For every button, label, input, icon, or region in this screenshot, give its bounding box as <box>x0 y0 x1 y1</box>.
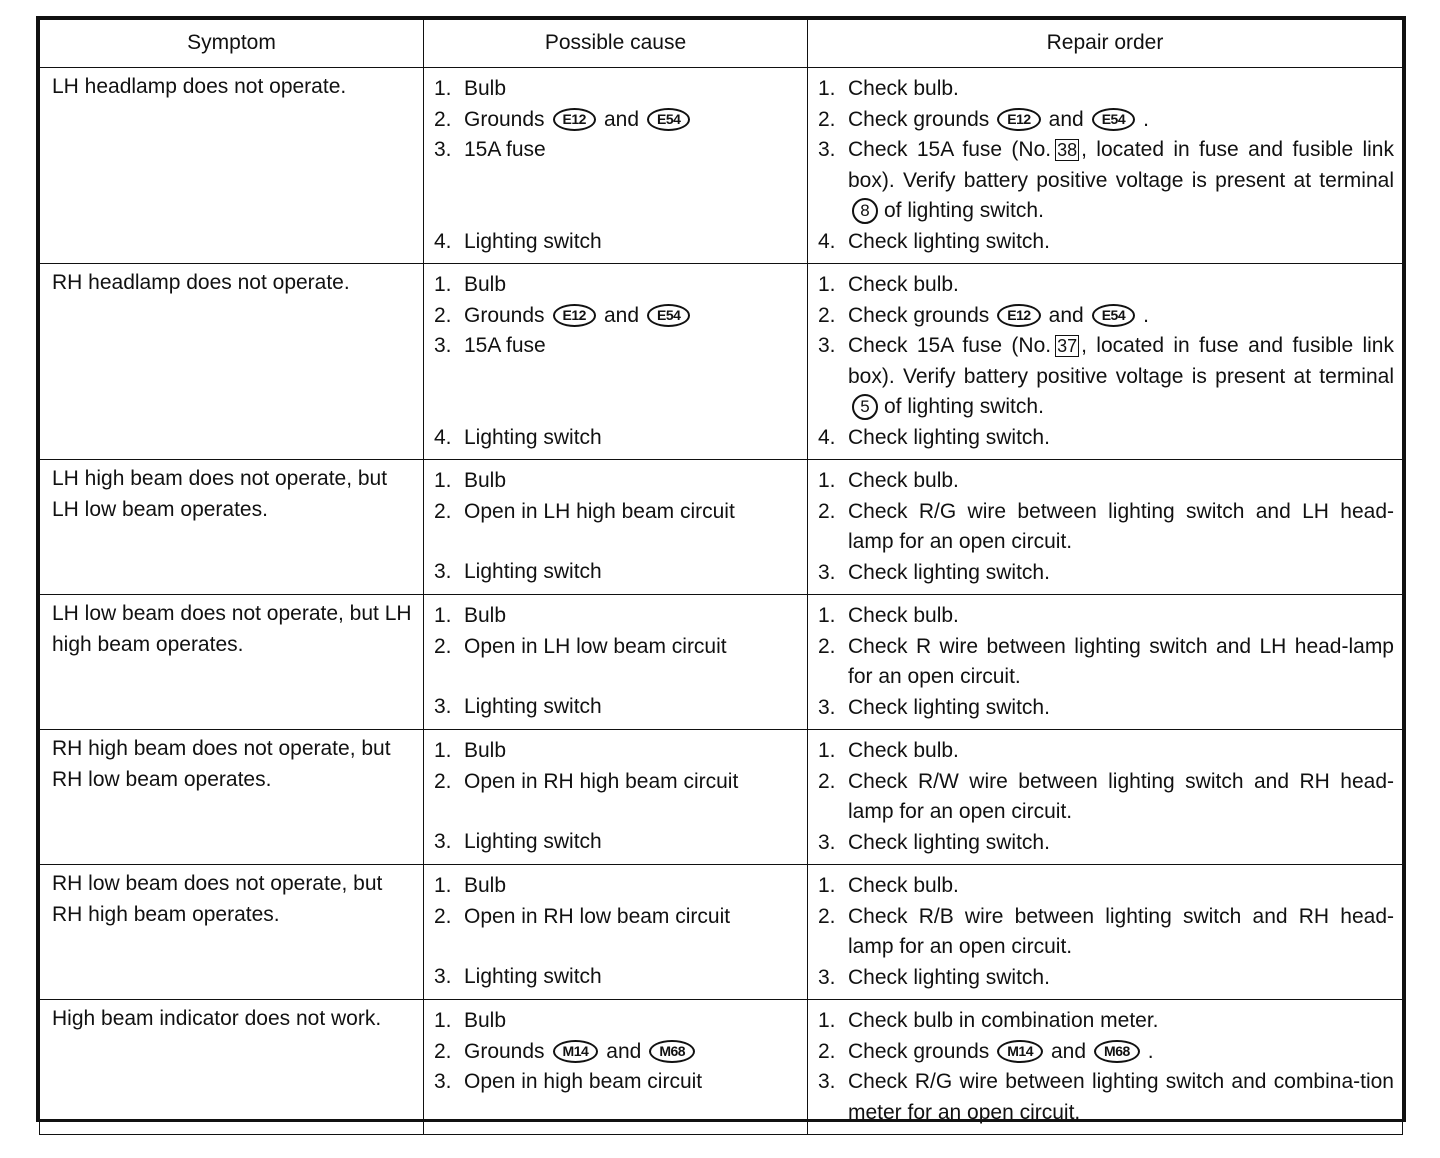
list-item <box>434 466 799 497</box>
cause-text: Lighting switch <box>464 560 602 583</box>
list-item <box>434 692 799 723</box>
step-number: 3. <box>434 1070 452 1093</box>
cause-text: Lighting switch <box>464 965 602 988</box>
cause-cell <box>424 865 808 1000</box>
cause-text: Bulb <box>464 469 507 492</box>
symptom-cell: LH headlamp does not operate. <box>40 68 424 264</box>
repair-cell <box>808 460 1403 595</box>
cause-text: Lighting switch <box>464 229 602 253</box>
header-repair-order: Repair order <box>808 20 1403 68</box>
cause-text: Lighting switch <box>464 695 602 718</box>
step-number: 3. <box>818 1070 836 1093</box>
repair-text: Check bulb. <box>848 273 959 296</box>
list-item <box>434 557 799 588</box>
cause-text: 15A fuse <box>464 138 546 161</box>
list-item <box>434 1037 799 1068</box>
period-text: . <box>1143 107 1149 131</box>
step-number: 1. <box>818 874 836 897</box>
repair-text: , located in fuse and fusible link box). Verify battery positive voltage is present at terminal <box>848 138 1394 192</box>
and-text: and <box>1050 1039 1087 1063</box>
step-number: 2. <box>434 499 452 523</box>
repair-text: Check R/G wire between lighting switch and combina-tion meter for an open circuit. <box>848 1070 1394 1124</box>
list-item <box>434 135 799 166</box>
repair-text: Check grounds <box>848 1039 990 1063</box>
step-number: 2. <box>434 107 452 131</box>
step-number: 1. <box>434 273 452 296</box>
list-item <box>818 767 1394 828</box>
repair-cell <box>808 730 1403 865</box>
cause-text: Grounds <box>464 303 545 327</box>
cause-text: Bulb <box>464 77 507 100</box>
repair-text: Check R/B wire between lighting switch and RH head-lamp for an open circuit. <box>848 904 1394 958</box>
step-number: 4. <box>434 425 452 449</box>
table-row <box>40 730 1403 865</box>
step-number: 3. <box>818 695 836 719</box>
step-number: 2. <box>434 303 452 327</box>
step-number: 2. <box>818 303 836 327</box>
repair-text: Check R/G wire between lighting switch and LH head-lamp for an open circuit. <box>848 499 1394 553</box>
table-row <box>40 460 1403 595</box>
symptom-cell: LH low beam does not operate, but LH high beam operates. <box>40 595 424 730</box>
list-item <box>818 902 1394 963</box>
list-item <box>434 827 799 858</box>
cause-text: Lighting switch <box>464 425 602 449</box>
repair-cell <box>808 264 1403 460</box>
cause-text: Grounds <box>464 107 545 131</box>
connector-badge: E12 <box>997 304 1040 327</box>
list-item <box>818 1067 1394 1128</box>
step-number: 1. <box>818 469 836 492</box>
and-text: and <box>1048 303 1084 327</box>
header-possible-cause: Possible cause <box>424 20 808 68</box>
list-item <box>434 902 799 933</box>
list-item <box>818 497 1394 558</box>
symptom-cell: LH high beam does not operate, but LH low beam operates. <box>40 460 424 595</box>
list-item <box>818 632 1394 693</box>
list-item <box>434 423 799 454</box>
table-row <box>40 1000 1403 1135</box>
list-item <box>818 963 1394 994</box>
trouble-diagnosis-table <box>36 16 1406 1122</box>
step-number: 3. <box>818 560 836 584</box>
repair-cell <box>808 68 1403 264</box>
list-item <box>818 135 1394 227</box>
cause-text: Bulb <box>464 874 507 897</box>
repair-text: Check bulb. <box>848 77 959 100</box>
cause-cell <box>424 730 808 865</box>
step-number: 2. <box>434 904 452 928</box>
repair-text: Check lighting switch. <box>848 965 1050 989</box>
repair-text: Check 15A fuse (No. <box>848 334 1052 357</box>
list-item <box>818 736 1394 767</box>
list-item <box>818 601 1394 632</box>
repair-text: Check lighting switch. <box>848 560 1050 584</box>
repair-text: Check bulb. <box>848 604 959 627</box>
repair-text: Check lighting switch. <box>848 695 1050 719</box>
symptom-cell: RH headlamp does not operate. <box>40 264 424 460</box>
repair-text: Check bulb in combination meter. <box>848 1009 1159 1032</box>
list-item <box>434 1067 799 1098</box>
connector-badge: M14 <box>997 1040 1043 1063</box>
repair-cell <box>808 595 1403 730</box>
list-item <box>818 1037 1394 1068</box>
connector-badge: M68 <box>1094 1040 1140 1063</box>
list-item <box>434 270 799 301</box>
repair-text: Check bulb. <box>848 874 959 897</box>
cause-text: 15A fuse <box>464 334 546 357</box>
cause-text: Lighting switch <box>464 830 602 853</box>
cause-cell <box>424 1000 808 1135</box>
step-number: 3. <box>434 138 452 161</box>
cause-cell <box>424 264 808 460</box>
connector-badge: E12 <box>997 108 1040 131</box>
list-item <box>434 301 799 332</box>
repair-text: Check bulb. <box>848 469 959 492</box>
repair-text: Check lighting switch. <box>848 425 1050 449</box>
list-item <box>434 1006 799 1037</box>
repair-text: Check grounds <box>848 303 990 327</box>
list-item <box>818 227 1394 258</box>
list-item <box>434 767 799 798</box>
step-number: 3. <box>818 138 836 161</box>
table-row <box>40 68 1403 264</box>
connector-badge: E54 <box>647 304 690 327</box>
list-item <box>434 962 799 993</box>
step-number: 1. <box>434 874 452 897</box>
cause-text: Open in LH high beam circuit <box>464 499 735 523</box>
list-item <box>818 871 1394 902</box>
fuse-number-box: 37 <box>1057 336 1078 357</box>
list-item <box>434 227 799 258</box>
step-number: 2. <box>818 1039 836 1063</box>
and-text: and <box>1048 107 1084 131</box>
repair-text: Check R/W wire between lighting switch and RH head-lamp for an open circuit. <box>848 769 1394 823</box>
cause-text: Bulb <box>464 1009 507 1032</box>
step-number: 2. <box>818 769 836 793</box>
step-number: 1. <box>434 739 452 762</box>
repair-text: Check 15A fuse (No. <box>848 138 1052 161</box>
list-item <box>434 331 799 362</box>
list-item <box>818 301 1394 332</box>
step-number: 1. <box>818 77 836 100</box>
cause-text: Open in RH high beam circuit <box>464 769 739 793</box>
connector-badge: E54 <box>1092 304 1135 327</box>
list-item <box>434 871 799 902</box>
list-item <box>818 270 1394 301</box>
repair-text: Check lighting switch. <box>848 830 1050 854</box>
connector-badge: E54 <box>1092 108 1135 131</box>
list-item <box>818 693 1394 724</box>
step-number: 1. <box>818 739 836 762</box>
repair-text: , located in fuse and fusible link box). Verify battery positive voltage is present at terminal <box>848 334 1394 388</box>
list-item <box>818 828 1394 859</box>
step-number: 3. <box>818 334 836 357</box>
table-row <box>40 264 1403 460</box>
symptom-cell: High beam indicator does not work. <box>40 1000 424 1135</box>
step-number: 3. <box>434 695 452 718</box>
step-number: 2. <box>818 904 836 928</box>
step-number: 2. <box>818 499 836 523</box>
list-item <box>434 736 799 767</box>
step-number: 3. <box>434 560 452 583</box>
step-number: 2. <box>434 634 452 658</box>
list-item <box>434 497 799 528</box>
list-item <box>818 74 1394 105</box>
cause-text: Open in high beam circuit <box>464 1070 703 1093</box>
repair-text: of lighting switch. <box>884 199 1044 222</box>
list-item <box>434 601 799 632</box>
cause-cell <box>424 595 808 730</box>
step-number: 1. <box>434 77 452 100</box>
step-number: 4. <box>434 229 452 253</box>
cause-text: Bulb <box>464 604 507 627</box>
list-item <box>818 423 1394 454</box>
list-item <box>818 105 1394 136</box>
and-text: and <box>603 107 640 131</box>
period-text: . <box>1143 303 1149 327</box>
header-row <box>40 20 1403 68</box>
step-number: 1. <box>434 604 452 627</box>
step-number: 3. <box>434 965 452 988</box>
list-item <box>818 558 1394 589</box>
step-number: 2. <box>818 107 836 131</box>
step-number: 1. <box>818 604 836 627</box>
step-number: 3. <box>818 830 836 854</box>
and-text: and <box>603 303 640 327</box>
list-item <box>434 632 799 663</box>
step-number: 2. <box>434 769 452 793</box>
repair-text: Check lighting switch. <box>848 229 1050 253</box>
step-number: 1. <box>818 273 836 296</box>
list-item <box>818 1006 1394 1037</box>
cause-text: Bulb <box>464 273 507 296</box>
symptom-cell: RH high beam does not operate, but RH low beam operates. <box>40 730 424 865</box>
and-text: and <box>606 1039 642 1063</box>
repair-cell <box>808 1000 1403 1135</box>
terminal-number-circle: 5 <box>852 394 878 420</box>
cause-text: Open in RH low beam circuit <box>464 904 731 928</box>
repair-text: of lighting switch. <box>884 395 1044 418</box>
list-item <box>818 466 1394 497</box>
symptom-cell: RH low beam does not operate, but RH high beam operates. <box>40 865 424 1000</box>
connector-badge: E12 <box>553 304 596 327</box>
step-number: 4. <box>818 425 836 449</box>
connector-badge: E54 <box>647 108 690 131</box>
step-number: 2. <box>818 634 836 658</box>
step-number: 3. <box>434 334 452 357</box>
period-text: . <box>1147 1039 1154 1063</box>
cause-text: Grounds <box>464 1039 545 1063</box>
cause-text: Bulb <box>464 739 507 762</box>
header-symptom: Symptom <box>40 20 424 68</box>
repair-text: Check R wire between lighting switch and LH head-lamp for an open circuit. <box>848 634 1394 688</box>
step-number: 3. <box>818 965 836 989</box>
list-item <box>434 74 799 105</box>
connector-badge: E12 <box>553 108 596 131</box>
step-number: 1. <box>818 1009 836 1032</box>
fuse-number-box: 38 <box>1057 140 1078 161</box>
cause-cell <box>424 68 808 264</box>
cause-text: Open in LH low beam circuit <box>464 634 727 658</box>
step-number: 1. <box>434 1009 452 1032</box>
terminal-number-circle: 8 <box>852 198 878 224</box>
step-number: 2. <box>434 1039 452 1063</box>
connector-badge: M14 <box>553 1040 599 1063</box>
repair-text: Check bulb. <box>848 739 959 762</box>
step-number: 3. <box>434 830 452 853</box>
repair-cell <box>808 865 1403 1000</box>
list-item <box>434 105 799 136</box>
step-number: 1. <box>434 469 452 492</box>
table-row <box>40 865 1403 1000</box>
cause-cell <box>424 460 808 595</box>
list-item <box>818 331 1394 423</box>
step-number: 4. <box>818 229 836 253</box>
connector-badge: M68 <box>649 1040 695 1063</box>
table-row <box>40 595 1403 730</box>
repair-text: Check grounds <box>848 107 990 131</box>
